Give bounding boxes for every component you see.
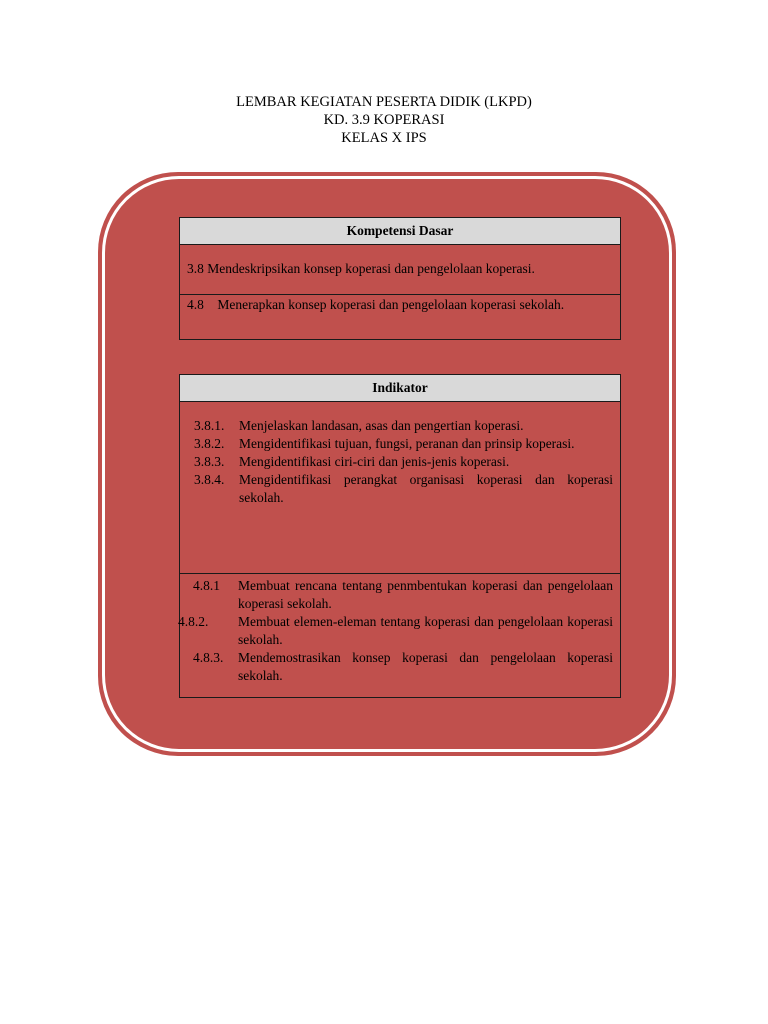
kompetensi-dasar-table xyxy=(179,217,621,340)
item-text: Mengidentifikasi ciri-ciri dan jenis-jenis koperasi. xyxy=(239,454,510,469)
kompetensi-item-3-8: 3.8 Mendeskripsikan konsep koperasi dan pengelolaan koperasi. xyxy=(187,261,535,276)
item-text: Mengidentifikasi tujuan, fungsi, peranan dan prinsip koperasi. xyxy=(239,436,575,451)
item-number: 3.8.1. xyxy=(194,418,225,433)
kompetensi-dasar-header: Kompetensi Dasar xyxy=(180,218,620,245)
item-text: Mendemostrasikan konsep koperasi dan pengelolaan koperasi sekolah. xyxy=(238,650,613,683)
indikator-item xyxy=(180,453,613,471)
indikator-item xyxy=(180,649,613,685)
item-text: Membuat rencana tentang penmbentukan koperasi dan pengelolaan koperasi sekolah. xyxy=(238,578,613,611)
indikator-item xyxy=(180,435,613,453)
kompetensi-row xyxy=(180,245,620,295)
document-title xyxy=(0,93,768,147)
kompetensi-row xyxy=(180,295,620,340)
indikator-group-4-8 xyxy=(180,574,620,698)
kompetensi-item-4-8: 4.8 Menerapkan konsep koperasi dan pengelolaan koperasi sekolah. xyxy=(187,297,565,312)
title-line-2: KD. 3.9 KOPERASI xyxy=(323,112,445,128)
item-number: 3.8.4. xyxy=(194,472,225,487)
item-number: 3.8.3. xyxy=(194,454,225,469)
indikator-item xyxy=(180,417,613,435)
title-line-3: KELAS X IPS xyxy=(341,130,427,146)
indikator-item xyxy=(180,613,613,649)
item-text: Menjelaskan landasan, asas dan pengertian koperasi. xyxy=(239,418,524,433)
item-number: 4.8.1 xyxy=(193,578,220,593)
title-line-1: LEMBAR KEGIATAN PESERTA DIDIK (LKPD) xyxy=(236,94,532,110)
indikator-item xyxy=(180,471,613,507)
item-number: 4.8.3. xyxy=(193,650,224,665)
indikator-table xyxy=(179,374,621,698)
item-number: 4.8.2. xyxy=(178,614,209,629)
item-text: Membuat elemen-eleman tentang koperasi dan pengelolaan koperasi sekolah. xyxy=(238,614,613,647)
indikator-header: Indikator xyxy=(180,375,620,402)
item-text: Mengidentifikasi perangkat organisasi koperasi dan koperasi sekolah. xyxy=(239,472,613,505)
item-number: 3.8.2. xyxy=(194,436,225,451)
indikator-group-3-8 xyxy=(180,402,620,574)
indikator-item xyxy=(180,577,613,613)
